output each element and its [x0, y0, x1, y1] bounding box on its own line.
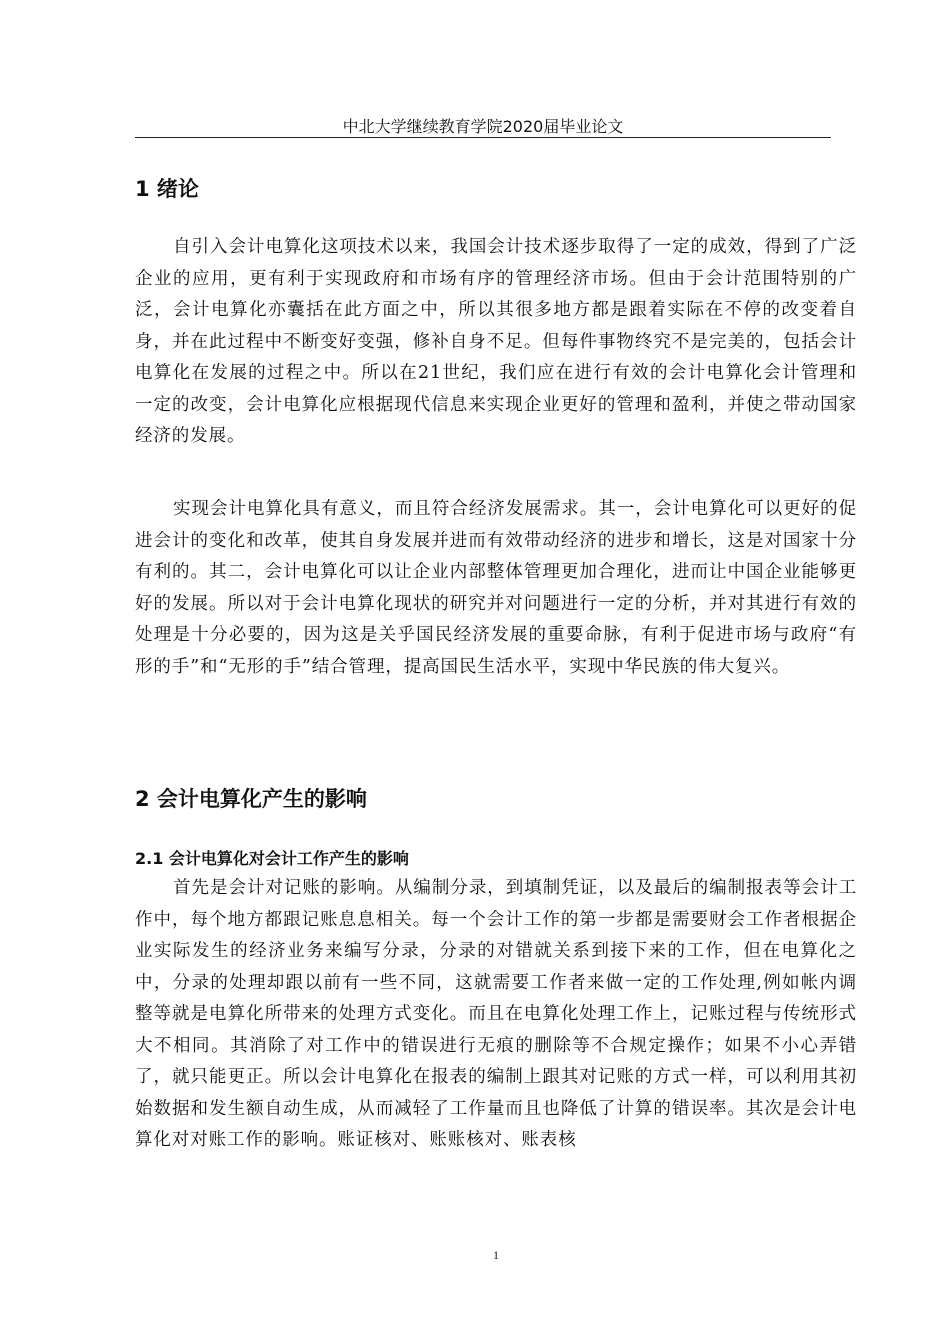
section-2-1-heading: 2.1 会计电算化对会计工作产生的影响 [135, 849, 409, 868]
section-1-paragraph-1: 自引入会计电算化这项技术以来，我国会计技术逐步取得了一定的成效，得到了广泛企业的应用，更有利于实现政府和市场有序的管理经济市场。但由于会计范围特别的广泛，会计电算化亦囊括在此方面之中，所以其很多地方都是跟着实际在不停的改变着自身，并在此过程中不断变好变强，修补自身不足。但每件事物终究不是完美的，包括会计电算化在发展的过程之中。所以在21世纪，我们应在进行有效的会计电算化会计管理和一定的改变，会计电算化应根据现代信息来实现企业更好的管理和盈利，并使之带动国家经济的发展。 [135, 237, 857, 446]
header-divider [135, 137, 831, 138]
section-2-1-paragraph: 首先是会计对记账的影响。从编制分录，到填制凭证，以及最后的编制报表等会计工作中，每个地方都跟记账息息相关。每一个会计工作的第一步都是需要财会工作者根据企业实际发生的经济业务来编写分录，分录的对错就关系到接下来的工作，但在电算化之中，分录的处理却跟以前有一些不同，这就需要工作者来做一定的工作处理,例如帐内调整等就是电算化所带来的处理方式变化。而且在电算化处理工作上，记账过程与传统形式大不相同。其消除了对工作中的错误进行无痕的删除等不合规定操作；如果不小心弄错了，就只能更正。所以会计电算化在报表的编制上跟其对记账的方式一样，可以利用其初始数据和发生额自动生成，从而减轻了工作量而且也降低了计算的错误率。其次是会计电算化对对账工作的影响。账证核对、账账核对、账表核 [135, 878, 857, 1150]
section-1-heading: 1 绪论 [135, 177, 199, 201]
section-1-paragraph-2: 实现会计电算化具有意义，而且符合经济发展需求。其一，会计电算化可以更好的促进会计的变化和改革，使其自身发展并进而有效带动经济的进步和增长，这是对国家十分有利的。其二，会计电算化可以让企业内部整体管理更加合理化，进而让中国企业能够更好的发展。所以对于会计电算化现状的研究并对问题进行一定的分析，并对其进行有效的处理是十分必要的，因为这是关乎国民经济发展的重要命脉，有利于促进市场与政府“有形的手”和“无形的手”结合管理，提高国民生活水平，实现中华民族的伟大复兴。 [135, 499, 857, 677]
page-number: 1 [493, 1248, 499, 1262]
section-2-heading: 2 会计电算化产生的影响 [135, 787, 367, 811]
running-header: 中北大学继续教育学院2020届毕业论文 [342, 117, 624, 136]
